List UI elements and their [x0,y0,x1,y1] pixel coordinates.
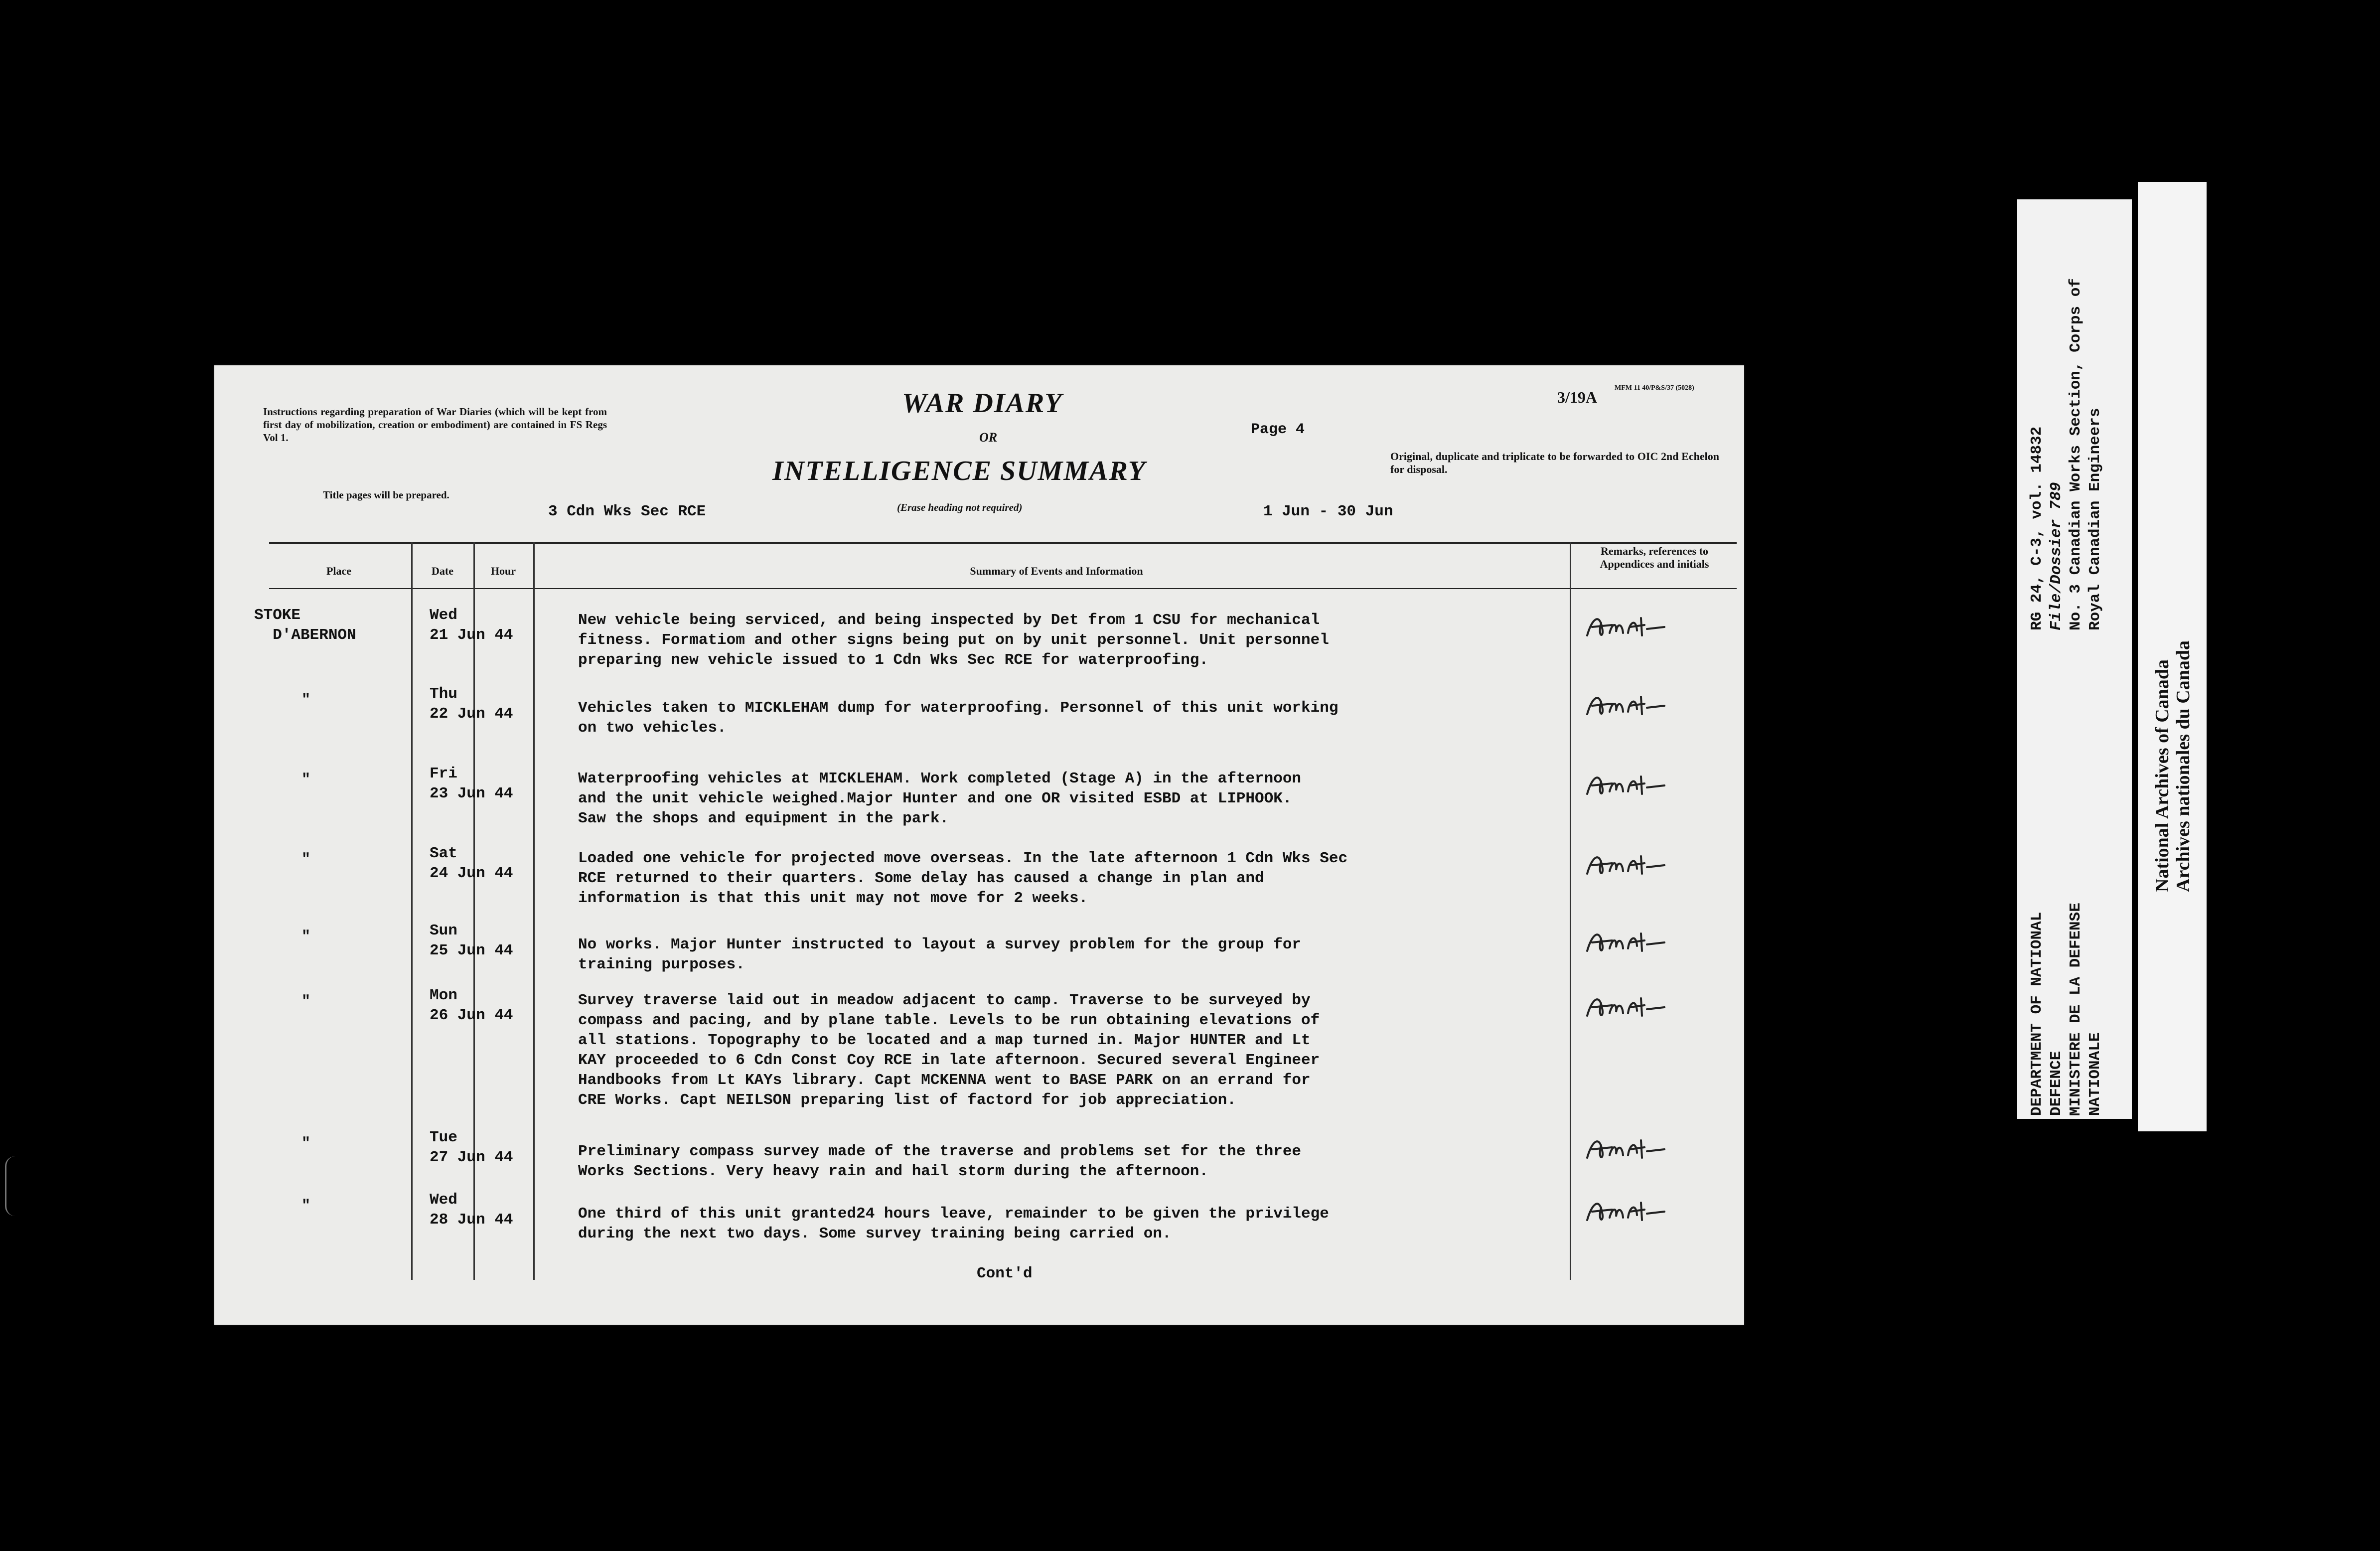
entry-summary: Preliminary compass survey made of the traverse and problems set for the three Works Sections. Very heavy rain and hail storm during the afternoon. [578,1143,1302,1180]
archive-file: File/Dossier 789 [2048,482,2065,630]
initials-signature [1582,687,1672,722]
erase-heading-note: (Erase heading not required) [897,501,1023,513]
table-top-rule [269,542,1737,544]
initials-signature [1582,1130,1672,1165]
archive-reference-label [2017,199,2132,1119]
entry-summary: New vehicle being serviced, and being inspected by Det from 1 CSU for mechanical fitness. Formatiom and other signs being put on by unit personnel. Unit personnel preparing new vehicle issued to 1 Cdn Wks Sec RCE for waterproofing. [578,612,1329,669]
war-diary-title: WAR DIARY [902,388,1063,419]
entry-summary: Loaded one vehicle for projected move overseas. In the late afternoon 1 Cdn Wks Sec RCE returned to their quarters. Some delay has caused a change in plan and information is that this unit may not move for 2 weeks. [578,850,1348,907]
title-or: OR [979,430,998,445]
page-number: Page 4 [1251,421,1305,438]
entry-date: 23 Jun 44 [430,785,513,802]
archives-stamp-en: National Archives of Canada [2152,659,2173,892]
entry-date: 26 Jun 44 [430,1007,513,1024]
entry-place: " [301,1135,311,1152]
col-header-place: Place [326,565,352,577]
dept-line-2: DEFENCE [2048,1051,2065,1116]
entry-day: Sun [430,922,457,939]
col-header-date: Date [432,565,453,577]
entry-date: 21 Jun 44 [430,626,513,644]
summary-column-divider [533,542,535,1280]
scan-edge-mark [5,1156,18,1216]
unit-full-name-2: Royal Canadian Engineers [2086,408,2104,630]
unit-full-name-1: No. 3 Canadian Works Section, Corps of [2067,278,2084,630]
dept-line-1: DEPARTMENT OF NATIONAL [2028,912,2046,1116]
table-header-rule [269,588,1737,589]
entry-summary: One third of this unit granted24 hours leave, remainder to be given the privilege during the next two days. Some survey training being carried on. [578,1205,1329,1242]
remarks-column-divider [1570,542,1571,1280]
entry-day: Tue [430,1129,457,1146]
archive-reference: RG 24, C-3, vol. 14832 [2028,426,2046,630]
entry-place: " [301,692,311,709]
entry-day: Wed [430,607,457,624]
entry-date: 24 Jun 44 [430,865,513,882]
col-header-remarks: Remarks, references to Appendices and initials [1600,545,1709,570]
archives-stamp-label [2138,182,2207,1131]
initials-signature [1582,988,1672,1023]
entry-summary: No works. Major Hunter instructed to layout a survey problem for the group for training purposes. [578,936,1302,973]
hour-column-divider [473,542,475,1280]
entry-day: Sat [430,845,457,862]
entry-day: Mon [430,987,457,1004]
entry-place: " [301,993,311,1010]
continued-note: Cont'd [977,1265,1033,1282]
entry-date: 25 Jun 44 [430,942,513,959]
form-number: 3/19A [1557,388,1597,406]
col-header-hour: Hour [490,565,516,577]
entry-place: " [301,772,311,788]
initials-signature [1582,1193,1672,1228]
initials-signature [1582,924,1672,958]
intelligence-summary-title: INTELLIGENCE SUMMARY [772,456,1147,486]
archives-stamp-fr: Archives nationales du Canada [2173,640,2194,892]
entry-day: Fri [430,765,457,782]
title-pages-note: Title pages will be prepared. [323,489,449,501]
war-diary-page [214,365,1744,1325]
entry-summary: Vehicles taken to MICKLEHAM dump for waterproofing. Personnel of this unit working on two vehicles. [578,699,1339,737]
entry-day: Wed [430,1191,457,1209]
entry-place: " [301,851,311,868]
date-column-divider [411,542,413,1280]
initials-signature [1582,767,1672,801]
form-small-print: MFM 11 40/P&S/37 (5028) [1615,384,1694,392]
initials-signature [1582,608,1672,643]
entry-date: 27 Jun 44 [430,1149,513,1166]
forwarding-instructions: Original, duplicate and triplicate to be forwarded to OIC 2nd Echelon for disposal. [1390,450,1719,475]
dept-line-4: NATIONALE [2086,1032,2104,1116]
initials-signature [1582,846,1672,881]
instructions-text: Instructions regarding preparation of War Diaries (which will be kept from first day of mobilization, creation or embodiment) are contained in FS Regs Vol 1. [263,406,607,444]
entry-place: " [301,929,311,945]
entry-day: Thu [430,685,457,703]
entry-summary: Waterproofing vehicles at MICKLEHAM. Work completed (Stage A) in the afternoon and the unit vehicle weighed.Major Hunter and one OR visited ESBD at LIPHOOK. Saw the shops and equipment in the park. [578,770,1302,827]
unit-name: 3 Cdn Wks Sec RCE [548,503,706,520]
entry-place: STOKE D'ABERNON [254,607,356,644]
entry-summary: Survey traverse laid out in meadow adjacent to camp. Traverse to be surveyed by compass and pacing, and by plane table. Levels to be run obtaining elevations of all stations. Topography to be located and a map turned in. Major HUNTER and Lt KAY proceeded to 6 Cdn Const Coy RCE in late afternoon. Secured several Engineer Handbooks from Lt KAYs library. Capt MCKENNA went to BASE PARK on an errand for CRE Works. Capt NEILSON preparing list of factord for job appreciation. [578,992,1320,1109]
entry-date: 22 Jun 44 [430,705,513,723]
dept-line-3: MINISTERE DE LA DEFENSE [2067,903,2084,1116]
entry-date: 28 Jun 44 [430,1211,513,1229]
col-header-summary: Summary of Events and Information [970,565,1143,577]
entry-place: " [301,1198,311,1215]
diary-period: 1 Jun - 30 Jun [1263,503,1393,520]
